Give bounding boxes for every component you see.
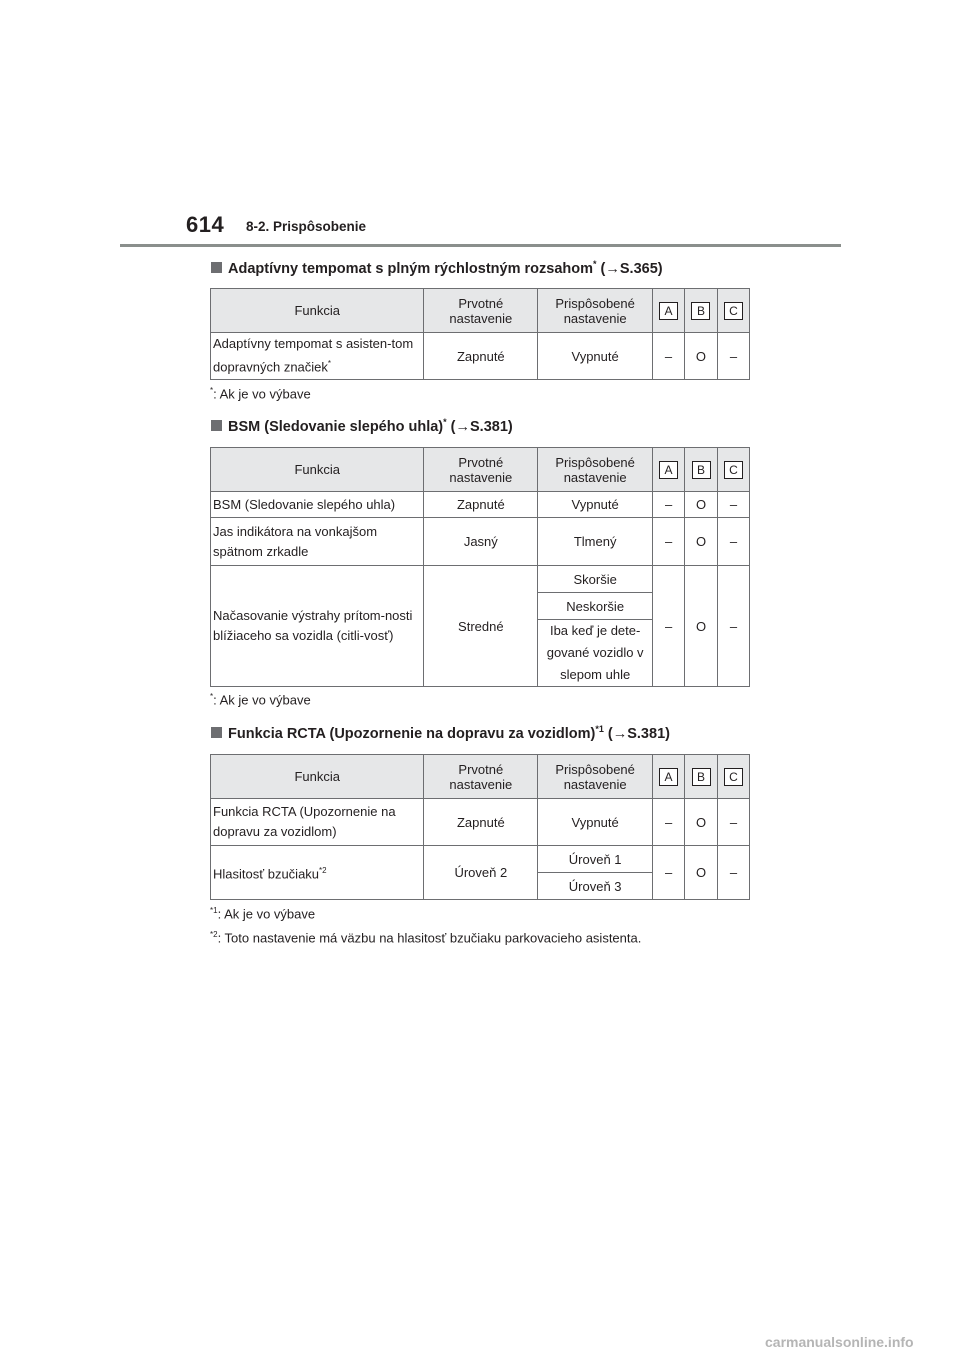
cell-c: –: [717, 333, 749, 380]
column-header-default: Prvotné nastavenie: [424, 289, 538, 333]
cell-a: –: [653, 492, 685, 518]
bullet-square-icon: [211, 262, 222, 273]
cell-b: O: [685, 846, 718, 900]
table-acc: [210, 288, 750, 380]
footnote: *: Ak je vo výbave: [210, 386, 311, 402]
bullet-square-icon: [211, 420, 222, 431]
column-header-function: Funkcia: [211, 289, 424, 333]
cell-b: O: [685, 492, 718, 518]
table-row: [211, 846, 750, 873]
column-header-default: Prvotné nastavenie: [424, 755, 538, 799]
column-header-c: C: [717, 289, 749, 333]
section-title-acc: Adaptívny tempomat s plným rýchlostným rozsahom* (→S.365): [211, 259, 663, 277]
cell-function: Načasovanie výstrahy prítom-nosti blížiaceho sa vozidla (citli-vosť): [211, 566, 424, 687]
cell-a: –: [653, 518, 685, 566]
cell-c: –: [717, 846, 749, 900]
section-title-rcta: Funkcia RCTA (Upozornenie na dopravu za vozidlom)$^{*1}$ (→S.381): [211, 724, 670, 742]
chapter-title: 8-2. Prispôsobenie: [246, 219, 367, 234]
column-header-function: Funkcia: [211, 755, 424, 799]
cell-c: –: [717, 518, 749, 566]
cell-function: BSM (Sledovanie slepého uhla): [211, 492, 424, 518]
cell-default: Úroveň 2: [424, 846, 538, 900]
cell-custom: Iba keď je dete-gované vozidlo v slepom uhle: [538, 620, 653, 687]
table-rcta: [210, 754, 750, 900]
page-reference-link[interactable]: (→S.381): [450, 418, 513, 435]
cell-c: –: [717, 492, 749, 518]
cell-custom: Skoršie: [538, 566, 653, 593]
cell-function: Hlasitosť bzučiaku$^{*2}$: [211, 846, 424, 900]
table-row: [211, 566, 750, 593]
cell-custom: Úroveň 1: [538, 846, 653, 873]
cell-custom: Vypnuté: [538, 492, 653, 518]
cell-b: O: [685, 799, 718, 846]
page-reference-link[interactable]: (→S.381): [607, 725, 670, 742]
table-row: [211, 492, 750, 518]
cell-c: –: [717, 566, 749, 687]
column-header-b: B: [685, 289, 718, 333]
cell-custom: Úroveň 3: [538, 873, 653, 900]
cell-b: O: [685, 518, 718, 566]
page-number: 614: [186, 212, 225, 237]
cell-b: O: [685, 333, 718, 380]
cell-custom: Vypnuté: [538, 333, 653, 380]
column-header-custom: Prispôsobené nastavenie: [538, 755, 653, 799]
cell-b: O: [685, 566, 718, 687]
cell-default: Jasný: [424, 518, 538, 566]
table-header-row: [211, 289, 750, 333]
watermark-text: carmanualsonline.info: [765, 1334, 914, 1350]
footnote: *: Ak je vo výbave: [210, 692, 311, 708]
table-row: [211, 518, 750, 566]
column-header-default: Prvotné nastavenie: [424, 448, 538, 492]
cell-function: Adaptívny tempomat s asisten-tom dopravných značiek*: [211, 333, 424, 380]
section-title-bsm: BSM (Sledovanie slepého uhla)* (→S.381): [211, 417, 513, 435]
column-header-custom: Prispôsobené nastavenie: [538, 448, 653, 492]
cell-default: Zapnuté: [424, 799, 538, 846]
table-row: [211, 333, 750, 380]
column-header-c: C: [717, 448, 749, 492]
table-header-row: [211, 755, 750, 799]
column-header-c: C: [717, 755, 749, 799]
bullet-square-icon: [211, 727, 222, 738]
column-header-custom: Prispôsobené nastavenie: [538, 289, 653, 333]
cell-a: –: [653, 799, 685, 846]
cell-a: –: [653, 333, 685, 380]
column-header-a: A: [653, 755, 685, 799]
cell-function: Funkcia RCTA (Upozornenie na dopravu za vozidlom): [211, 799, 424, 846]
page-header: [0, 0, 960, 250]
cell-default: Zapnuté: [424, 492, 538, 518]
footnote: $^{*1}$: Ak je vo výbave: [210, 906, 316, 922]
footnote: $^{*2}$: Toto nastavenie má väzbu na hlasitosť bzučiaku parkovacieho asistenta.: [210, 930, 642, 946]
column-header-a: A: [653, 289, 685, 333]
cell-a: –: [653, 566, 685, 687]
table-row: [211, 799, 750, 846]
cell-a: –: [653, 846, 685, 900]
cell-custom: Neskoršie: [538, 593, 653, 620]
header-divider: [120, 244, 841, 247]
column-header-b: B: [685, 755, 718, 799]
column-header-a: A: [653, 448, 685, 492]
table-header-row: [211, 448, 750, 492]
cell-default: Stredné: [424, 566, 538, 687]
cell-custom: Tlmený: [538, 518, 653, 566]
page-reference-link[interactable]: (→S.365): [600, 260, 663, 277]
column-header-function: Funkcia: [211, 448, 424, 492]
cell-default: Zapnuté: [424, 333, 538, 380]
cell-c: –: [717, 799, 749, 846]
cell-function: Jas indikátora na vonkajšom spätnom zrkadle: [211, 518, 424, 566]
cell-custom: Vypnuté: [538, 799, 653, 846]
column-header-b: B: [685, 448, 718, 492]
table-bsm: [210, 447, 750, 687]
